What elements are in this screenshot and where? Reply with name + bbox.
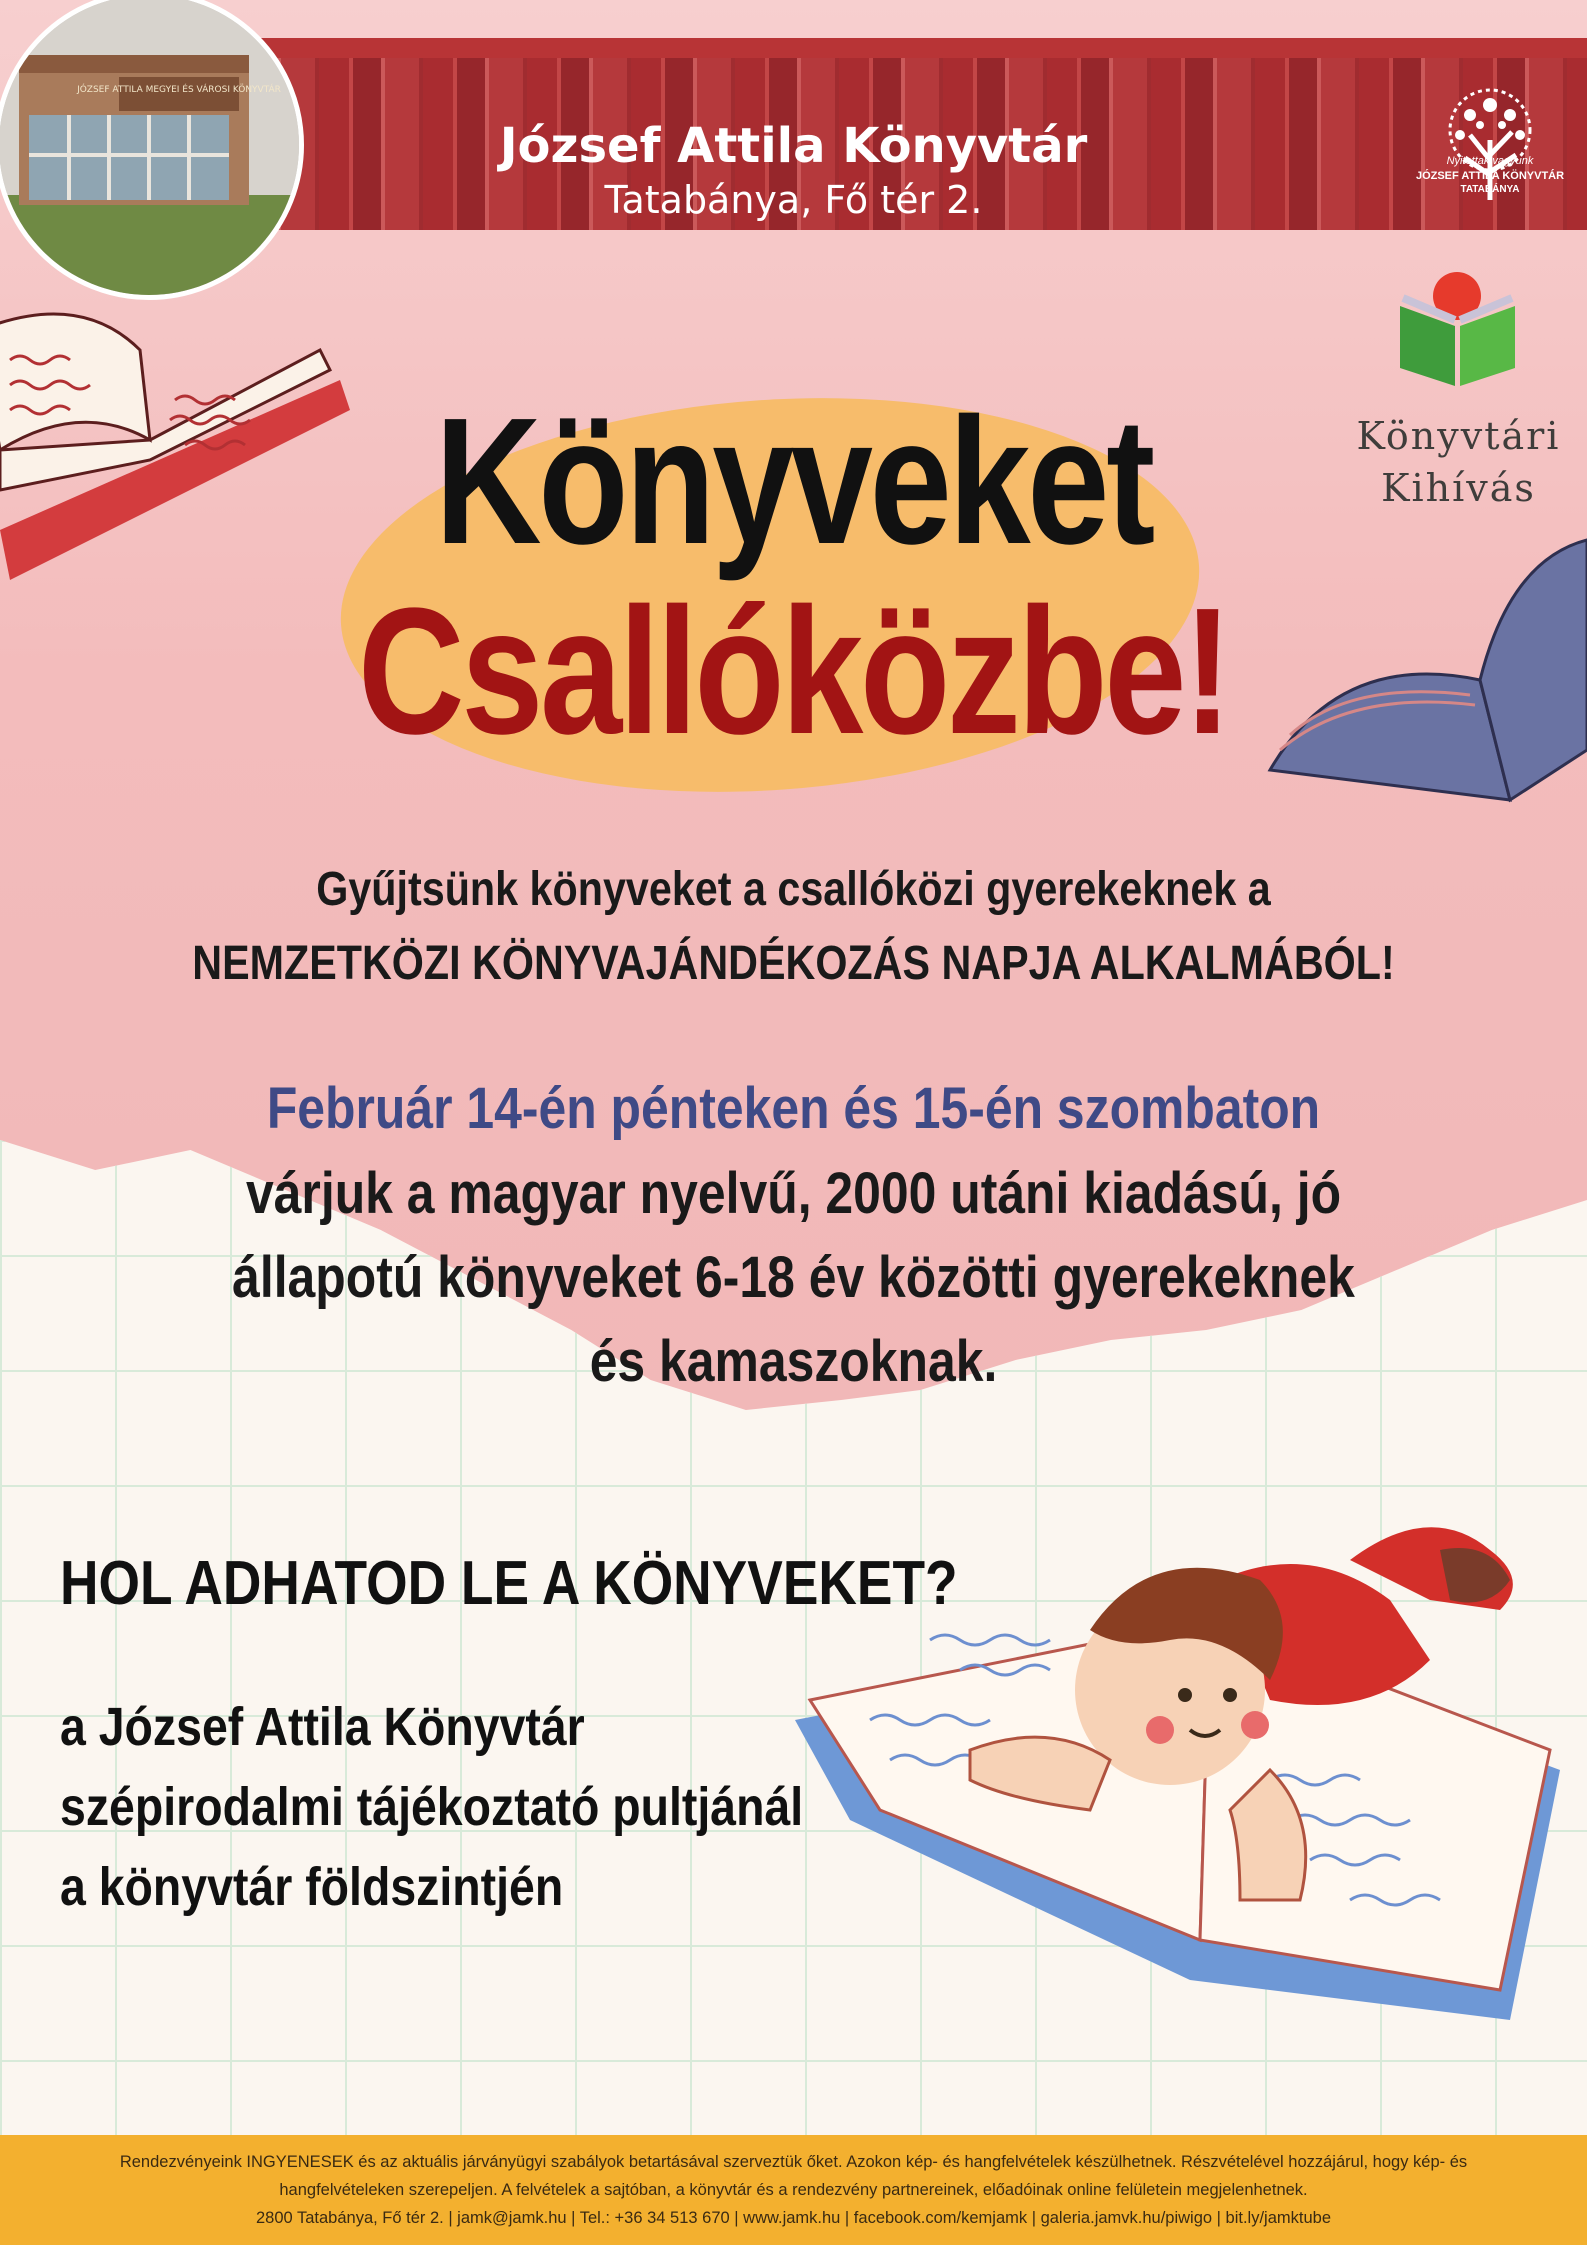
details-line-3: és kamaszoknak. (589, 1329, 998, 1394)
child-reading-book-illustration (790, 1520, 1570, 2040)
intro-line-2: NEMZETKÖZI KÖNYVAJÁNDÉKOZÁS NAPJA ALKALMÁBÓL! (192, 937, 1395, 990)
challenge-line-2: Kihívás (1381, 466, 1536, 510)
details-line-1: várjuk a magyar nyelvű, 2000 utáni kiadású, jó (245, 1161, 1342, 1226)
intro-line-1: Gyűjtsünk könyveket a csallóközi gyerekeknek a (316, 863, 1271, 916)
where-line-1: a József Attila Könyvtár (60, 1697, 585, 1757)
title-line-1: Könyveket (435, 381, 1152, 582)
challenge-line-1: Könyvtári (1356, 414, 1561, 458)
title-line-2: Csallóközbe! (357, 571, 1230, 772)
where-line-2: szépirodalmi tájékoztató pultjánál (60, 1777, 804, 1837)
collection-dates: Február 14-én pénteken és 15-én szombaton (266, 1076, 1321, 1141)
where-line-3: a könyvtár földszintjén (60, 1857, 564, 1917)
library-name: József Attila Könyvtár (499, 118, 1088, 174)
footer-contact-line: 2800 Tatabánya, Fő tér 2. | jamk@jamk.hu | Tel.: +36 34 513 670 | www.jamk.hu | facebook.com/kemjamk | galeria.jamvk.hu/piwigo | bit.ly/jamktube (255, 2209, 1331, 2227)
building-sign-text: JÓZSEF ATTILA MEGYEI ÉS VÁROSI KÖNYVTÁR (77, 85, 281, 95)
footer-bar (0, 2135, 1587, 2245)
footer-line-2: hangfelvételeken szerepeljen. A felvételek a sajtóban, a könyvtár és a rendezvény partnereinek, előadóinak online felületein megjelenhetnek. (279, 2181, 1308, 2199)
logo-city: TATABÁNYA (1460, 184, 1520, 195)
logo-library-name: JÓZSEF ATTILA KÖNYVTÁR (1415, 170, 1565, 182)
footer-line-1: Rendezvényeink INGYENESEK és az aktuális járványügyi szabályok betartásával szerveztük őket. Azokon kép- és hangfelvételek készülhetnek. Részvételével hozzájárul, hogy kép- és (119, 2153, 1468, 2171)
logo-motto: Nyitottak vagyunk (1446, 155, 1534, 167)
details-line-2: állapotú könyveket 6-18 év közötti gyerekeknek (232, 1245, 1355, 1310)
where-heading: HOL ADHATOD LE A KÖNYVEKET? (60, 1549, 958, 1618)
library-address: Tatabánya, Fő tér 2. (604, 178, 983, 222)
